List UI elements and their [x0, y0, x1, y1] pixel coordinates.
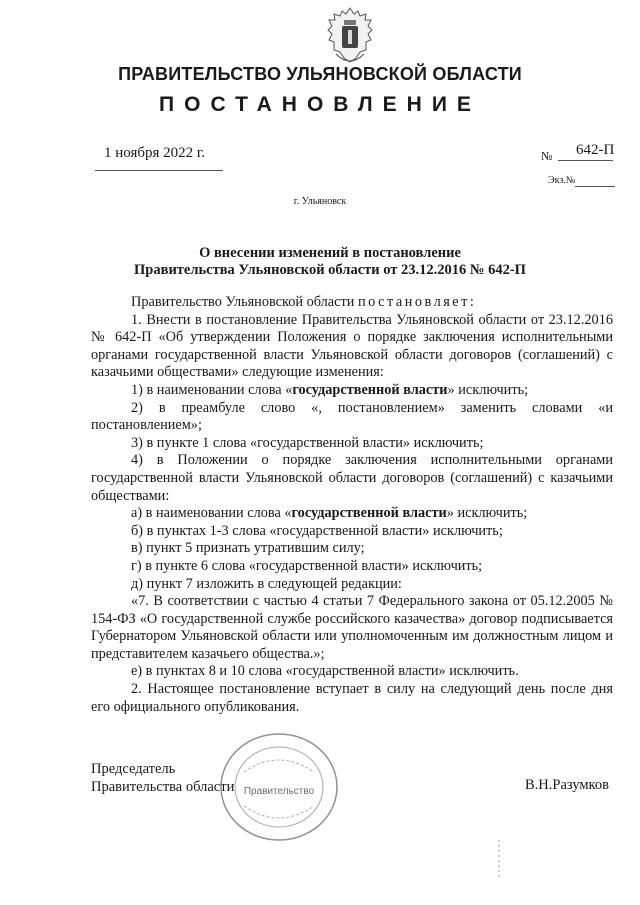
number-sign: № — [541, 149, 553, 163]
text-span: а) в наименовании слова « — [131, 505, 292, 522]
bold-span: государственной власти — [292, 381, 448, 398]
document-subject — [100, 245, 560, 279]
paragraph — [91, 505, 613, 523]
copy-number-underline — [575, 186, 615, 187]
copy-number-label: Экз.№ — [548, 175, 576, 186]
paragraph — [91, 382, 613, 400]
coat-of-arms-emblem — [322, 6, 378, 68]
subject-line-2: Правительства Ульяновской области от 23.12.2016 № 642-П — [134, 262, 526, 278]
paragraph: 3) в пункте 1 слова «государственной власти» исключить; — [131, 434, 484, 451]
paragraph: «7. В соответствии с частью 4 статьи 7 Федерального закона от 05.12.2005 № 154-ФЗ «О государственной службе российского казачества» договор подписывается Губернатором Ульяновской области или уполномоченным им должностным лицом и представителем казачьего общества.»; — [91, 593, 613, 662]
paragraph: в) пункт 5 признать утратившим силу; — [131, 540, 365, 557]
paragraph: б) в пунктах 1-3 слова «государственной власти» исключить; — [131, 522, 503, 539]
signatory-title-line-2: Правительства области — [91, 779, 235, 795]
text-span: : — [469, 294, 474, 310]
paragraph: 1. Внести в постановление Правительства Ульяновской области от 23.12.2016 № 642-П «Об утверждении Положения о порядке заключения исполнительными органами государственной власти Ульяновской области договоров (соглашений) с казачьими обществами» следующие изменения: — [91, 311, 613, 381]
paragraph — [91, 294, 613, 312]
document-date: 1 ноября 2022 г. — [104, 145, 206, 161]
city: г. Ульяновск — [293, 196, 347, 207]
stamp-text: Правительство — [243, 786, 315, 797]
signatory-name: В.Н.Разумков — [525, 777, 609, 793]
text-span: Правительство Ульяновской области — [131, 294, 358, 310]
paragraph: 2. Настоящее постановление вступает в силу на следующий день после дня его официального опубликования. — [91, 681, 613, 715]
document-number: 642-П — [576, 142, 615, 158]
text-span: » исключить; — [446, 505, 528, 522]
organization-name: ПРАВИТЕЛЬСТВО УЛЬЯНОВСКОЙ ОБЛАСТИ — [118, 64, 522, 84]
paragraph: е) в пунктах 8 и 10 слова «государственной власти» исключить. — [131, 663, 519, 680]
document-body — [91, 294, 613, 716]
signatory-title-line-1: Председатель — [91, 761, 176, 777]
paragraph: г) в пункте 6 слова «государственной власти» исключить; — [131, 557, 483, 574]
signatory-title — [91, 760, 234, 796]
date-underline — [95, 170, 223, 171]
paragraph: д) пункт 7 изложить в следующей редакции: — [131, 575, 402, 592]
text-span: 1) в наименовании слова « — [131, 381, 293, 398]
document-type: ПОСТАНОВЛЕНИЕ — [159, 93, 481, 116]
margin-mark — [493, 840, 505, 880]
text-span: » исключить; — [447, 381, 529, 398]
number-underline — [558, 160, 613, 161]
official-seal-stamp — [214, 728, 344, 846]
bold-span: государственной власти — [291, 505, 447, 522]
subject-line-1: О внесении изменений в постановление — [199, 245, 461, 261]
spaced-verb: постановляет — [357, 294, 470, 310]
paragraph: 4) в Положении о порядке заключения исполнительными органами государственной власти Ульяновской области договоров (соглашений) с казачьими обществами: — [91, 452, 613, 504]
paragraph: 2) в преамбуле слово «, постановлением» заменить словами «и постановлением»; — [91, 399, 613, 434]
